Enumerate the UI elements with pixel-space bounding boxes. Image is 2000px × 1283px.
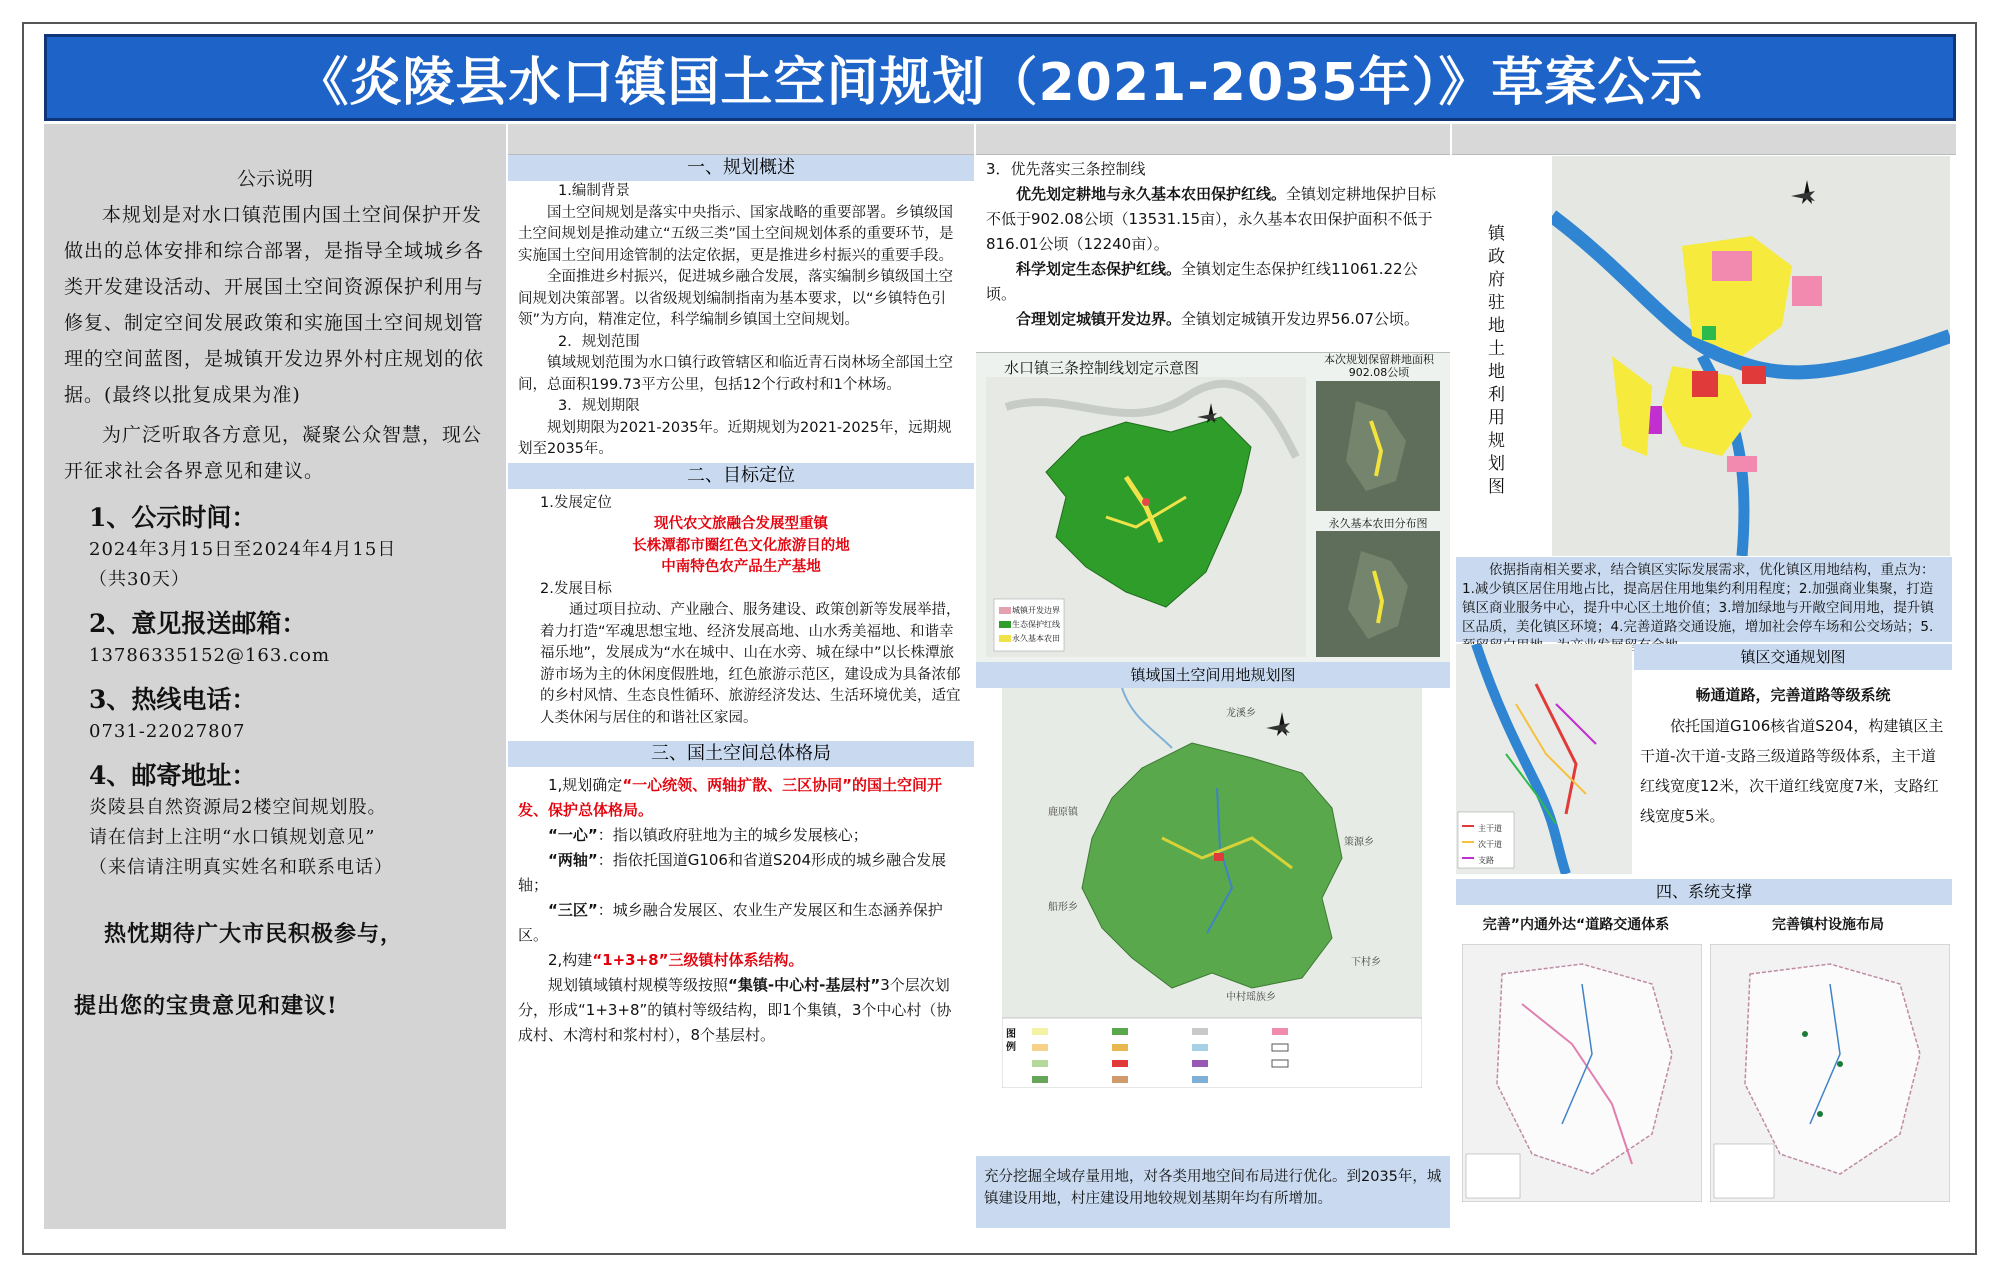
notice-heading: 公示说明: [236, 168, 313, 190]
notice-closing-1: 热忱期待广大市民积极参与，: [104, 921, 404, 947]
goal-title: 2.发展目标: [540, 580, 612, 597]
pattern-liangzhou-key: “两轴”: [548, 851, 598, 869]
notice-time-value: 2024年3月15日至2024年4月15日: [89, 539, 397, 560]
village-scale-c: 3个层次划分，形成“1+3+8”的镇村等级结构，即1个集镇，3个中心村（协成村、木湾村和浆村村），8个基层村。: [518, 976, 952, 1044]
notice-paragraph-1: 本规划是对水口镇范围内国土空间保护开发做出的总体安排和综合部署，是指导全域城乡各类开发建设活动、开展国土空间资源保护利用与修复、制定空间发展政策和实施国土空间规划管理的空间蓝图，是城镇开发边界外村庄规划的依据。(最终以批复成果为准): [64, 204, 485, 406]
pattern-liangzhou-value: ：指依托国道G106和省道S204形成的城乡融合发展轴；: [518, 851, 947, 894]
page-title: 《炎陵县水口镇国土空间规划（2021-2035年）》草案公示: [296, 53, 1704, 113]
inset-farmland-map: [1316, 381, 1440, 511]
traffic-headline: 畅通道路，完善道路等级系统: [1695, 686, 1891, 704]
system-traffic-subtitle: 完善”内通外达“道路交通体系: [1482, 917, 1670, 933]
land-use-map-title: 镇域国土空间用地规划图: [976, 662, 1450, 688]
ecology-line-value: 全镇划定生态保护红线11061.22公顷。: [986, 260, 1418, 303]
period-paragraph: 规划期限为2021-2035年。近期规划为2021-2025年，远期规划至2035年。: [518, 419, 952, 457]
village-scale-b: “集镇-中心村-基层村”: [728, 976, 881, 994]
land-use-legend: [1002, 1018, 1422, 1088]
land-use-map-graphic: [1002, 688, 1422, 1088]
notice-phone-title: 3、热线电话：: [89, 685, 257, 714]
place-chuanxing: 船形乡: [1048, 902, 1078, 913]
legend-urban-boundary: 城镇开发边界: [1012, 606, 1060, 615]
ecology-line-key: 科学划定生态保护红线。: [1016, 260, 1182, 278]
background-paragraph-1: 国土空间规划是落实中央指示、国家战略的重要部署。乡镇级国土空间规划是推动建立“五级三类”国土空间规划体系的重要环节，是实施国土空间用途管制的法定依据，更是推进乡村振兴的重要手段。: [518, 204, 954, 264]
pattern-sanqu-value: ：城乡融合发展区、农业生产发展区和生态涵养保护区。: [518, 901, 943, 944]
notice-address-title: 4、邮寄地址：: [89, 761, 257, 790]
pattern-yixin-key: “一心”: [548, 826, 598, 844]
background-title: 1.编制背景: [558, 183, 630, 199]
pattern-intro: 1,规划确定: [548, 776, 623, 794]
inset-basic-farmland-title: 永久基本农田分布图: [1328, 517, 1428, 530]
place-ceyuan: 策源乡: [1344, 837, 1374, 848]
legend-ecology-line: 生态保护红线: [1012, 620, 1060, 629]
control-lines-title: 3．优先落实三条控制线: [986, 160, 1146, 178]
notice-column: [44, 124, 506, 1229]
land-use-map: [976, 688, 1450, 1088]
pattern-highlight: “一心统领、两轴扩散、三区协同”的国土空间开发、保护总体格局。: [518, 776, 943, 819]
village-scale-a: 规划镇域镇村规模等级按照: [548, 976, 729, 994]
traffic-legend-main-road: 主干道: [1478, 824, 1502, 833]
section-system-header: 四、系统支撑: [1456, 879, 1952, 905]
positioning-line-3: 中南特色农产品生产基地: [661, 559, 821, 575]
traffic-map-title: 镇区交通规划图: [1634, 644, 1952, 670]
system-traffic-map: [1462, 944, 1702, 1202]
notice-address-line-2: 请在信封上注明“水口镇规划意见”: [89, 827, 376, 848]
town-land-use-description: 依据指南相关要求，结合镇区实际发展需求，优化镇区用地结构，重点为：1.减少镇区居住用地占比，提高居住用地集约利用程度；2.加强商业集聚，打造镇区商业服务中心，提升中心区土地价值；3.增加绿地与开敞空间用地，提升镇区品质，美化镇区环境；4.完善道路交通设施，增加社会停车场和公交场站；5.: [1456, 557, 1952, 642]
village-system-intro: 2,构建: [548, 951, 593, 969]
background-paragraph-2: 全面推进乡村振兴，促进城乡融合发展，落实编制乡镇级国土空间规划决策部署。以省级规划编制指南为基本要求，以“乡镇特色引领”为方向，精准定位，科学编制乡镇国土空间规划。: [518, 269, 953, 328]
positioning-title: 1.发展定位: [540, 494, 612, 511]
urban-boundary-value: 全镇划定城镇开发边界56.07公顷。: [1181, 310, 1419, 328]
notice-time-days: （共30天）: [89, 569, 190, 590]
range-title: 2．规划范围: [558, 333, 640, 350]
traffic-description: 依托国道G106核省道S204，构建镇区主干道-次干道-支路三级道路等级体系，主干道红线宽度12米，次干道红线宽度7米，支路红线宽度5米。: [1640, 717, 1944, 825]
town-planning-column: [1452, 124, 1956, 1229]
traffic-legend-branch-road: 支路: [1478, 856, 1494, 865]
farmland-line-value: 全镇划定耕地保护目标不低于902.08公顷（13531.15亩），永久基本农田保护面积不低于816.01公顷（12240亩）。: [986, 185, 1437, 253]
notice-email-value[interactable]: 13786335152@163.com: [89, 645, 331, 666]
notice-phone-value[interactable]: 0731-22027807: [89, 721, 246, 742]
control-lines-map: [976, 352, 1450, 662]
place-zhongcun: 中村瑶族乡: [1226, 992, 1276, 1003]
title-banner: [44, 34, 1956, 121]
period-title: 3．规划期限: [558, 398, 640, 414]
positioning-line-1: 现代农文旅融合发展型重镇: [654, 516, 828, 532]
inset-basic-farmland-map: [1316, 531, 1440, 657]
town-land-use-vertical-title: 镇政府驻地土地利用规划图: [1484, 224, 1504, 500]
control-lines-map-title: 水口镇三条控制线划定示意图: [1004, 359, 1200, 377]
system-facilities-map: [1710, 944, 1950, 1202]
urban-boundary-key: 合理划定城镇开发边界。: [1016, 310, 1182, 328]
notice-time-title: 1、公示时间：: [89, 503, 257, 532]
pattern-yixin-value: ：指以镇政府驻地为主的城乡发展核心；: [597, 826, 868, 844]
notice-paragraph-2: 为广泛听取各方意见，凝聚公众智慧，现公开征求社会各界意见和建议。: [64, 424, 483, 482]
goal-paragraph: 通过项目拉动、产业融合、服务建设、政策创新等发展举措，着力打造“军魂思想宝地、经济发展高地、山水秀美福地、和谐幸福乐地”，发展成为“水在城中、山在水旁、城在绿中”以长株潭旅游市场为主的休闲度假胜地，红色旅游示范区，建设成为具备浓郁的乡村风情、生态良性循环、旅游经济发达、生活环境优美，适宜人类休闲与居住的和谐社区家园。: [540, 602, 961, 726]
notice-address-line-1: 炎陵县自然资源局2楼空间规划股。: [89, 797, 387, 818]
notice-address-line-3: （来信请注明真实姓名和联系电话）: [89, 857, 393, 878]
town-land-use-map: [1552, 156, 1950, 556]
column-header-strip: [976, 124, 1450, 155]
place-luyuan: 鹿原镇: [1048, 807, 1078, 818]
traffic-legend-secondary-road: 次干道: [1478, 840, 1502, 849]
system-facilities-subtitle: 完善镇村设施布局: [1772, 917, 1884, 933]
place-longxi: 龙溪乡: [1226, 708, 1256, 719]
inset-farmland-title: 本次规划保留耕地面积902.08公顷: [1324, 353, 1434, 379]
land-use-legend-label: 图例: [1006, 1029, 1016, 1053]
column-header-strip: [1452, 124, 1956, 155]
section-pattern-header: 三、国土空间总体格局: [508, 741, 974, 767]
range-paragraph: 镇域规划范围为水口镇行政管辖区和临近青石岗林场全部国土空间，总面积199.73平方公里，包括12个行政村和1个林场。: [518, 355, 953, 393]
overview-column: [508, 124, 974, 1229]
column-header-strip: [508, 124, 974, 155]
section-goals-header: 二、目标定位: [508, 463, 974, 489]
legend-basic-farmland: 永久基本农田: [1012, 634, 1060, 643]
notice-closing-2: 提出您的宝贵意见和建议!: [74, 993, 338, 1019]
notice-email-title: 2、意见报送邮箱：: [89, 609, 307, 638]
section-overview-header: 一、规划概述: [508, 155, 974, 181]
place-xiacun: 下村乡: [1351, 957, 1381, 968]
farmland-line-key: 优先划定耕地与永久基本农田保护红线。: [1016, 185, 1287, 203]
control-lines-column: [976, 124, 1450, 1229]
positioning-line-2: 长株潭都市圈红色文化旅游目的地: [632, 537, 850, 554]
village-system-highlight: “1+3+8”三级镇村体系结构。: [592, 951, 804, 969]
land-use-caption: 充分挖掘全域存量用地，对各类用地空间布局进行优化。到2035年，城镇建设用地，村庄建设用地较规划基期年均有所增加。: [976, 1156, 1450, 1228]
pattern-sanqu-key: “三区”: [548, 901, 598, 919]
